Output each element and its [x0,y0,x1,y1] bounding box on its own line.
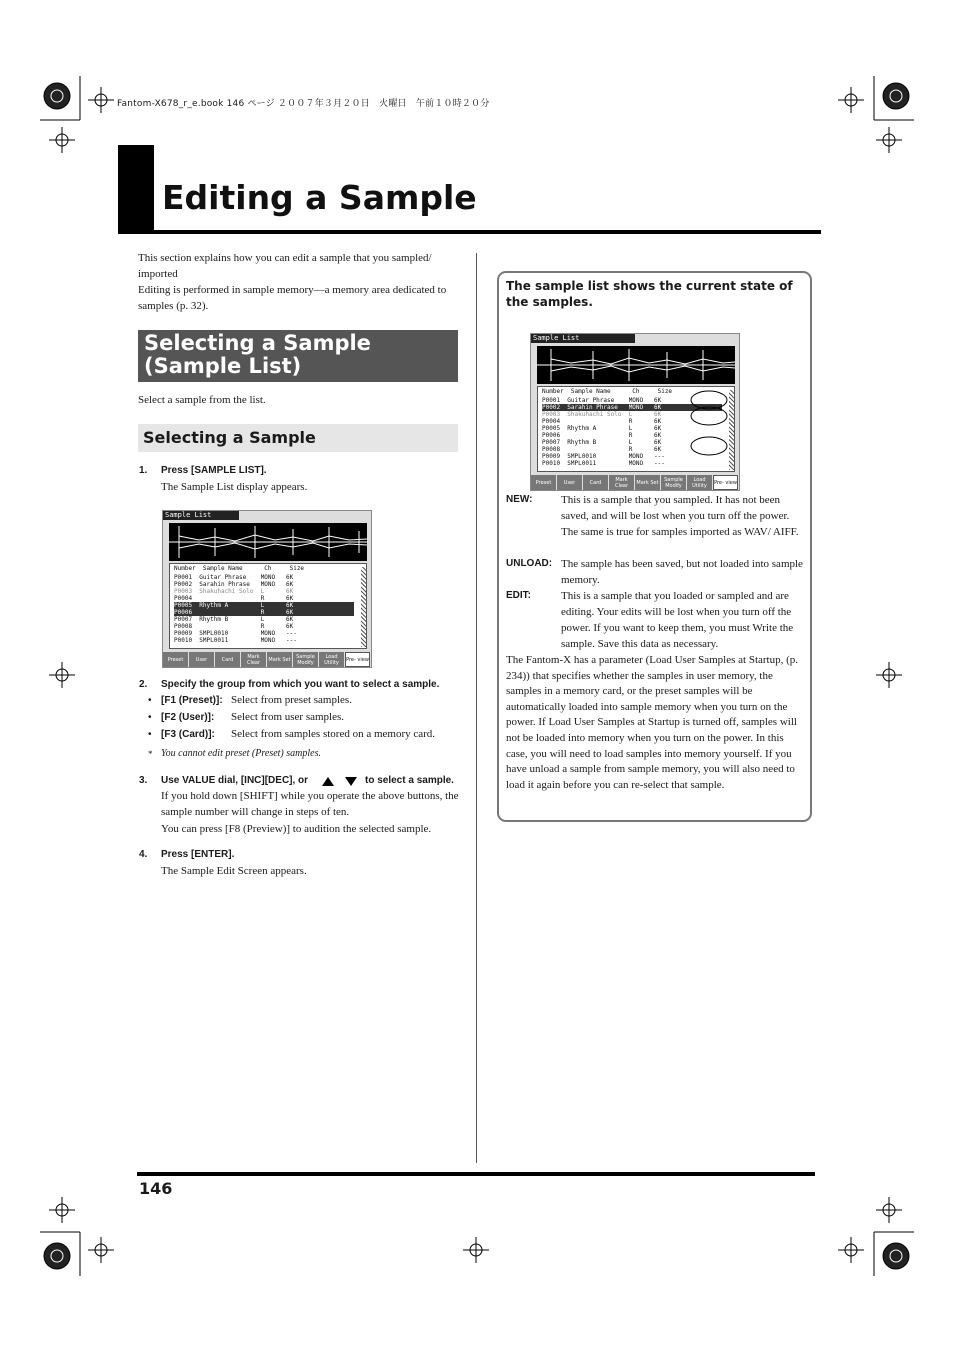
note-heading: The sample list shows the current state of the samples. [506,279,793,309]
step-2-title: Specify the group from which you want to select a sample. [161,679,440,690]
fkey-preset[interactable]: Preset [531,475,556,490]
step-3-text-1: If you hold down [SHIFT] while you operate the above buttons, the sample number will change in steps of ten. [161,790,459,818]
list-item[interactable]: P0004 R 6K [542,418,662,425]
fkey-sample-modify[interactable]: Sample Modify [661,475,686,490]
fkey-card[interactable]: Card [583,475,608,490]
term-unload: UNLOAD: [506,558,553,569]
list-item[interactable]: P0001 Guitar Phrase MONO 6K [174,574,294,581]
subsection-heading: Selecting a Sample [138,424,458,452]
file-header: Fantom-X678_r_e.book 146 ページ ２００７年３月２０日 火曜日 午前１０時２０分 [117,99,490,109]
up-arrow-icon [322,777,334,786]
scrollbar[interactable] [729,390,734,470]
list-item-selected[interactable]: P0002 Sarahin Phrase MONO 6K [542,404,722,411]
fkey-load-utility[interactable]: Load Utility [687,475,712,490]
waveform-display [169,523,367,561]
status-callout-circles [689,390,729,460]
screen-title: Sample List [163,511,239,520]
bullet-text: Select from preset samples. [231,694,352,706]
step-3-text-2: You can press [F8 (Preview)] to audition the selected sample. [161,823,432,835]
fkey-card[interactable]: Card [215,652,240,667]
list-header: Number Sample Name Ch Size [174,565,305,572]
list-item[interactable]: P0002 Sarahin Phrase MONO 6K [174,581,294,588]
fkey-user[interactable]: User [557,475,582,490]
list-item[interactable]: P0008 R 6K [542,446,662,453]
fkey-preset[interactable]: Preset [163,652,188,667]
intro-paragraph-2: Editing is performed in sample memory—a memory area dedicated to samples (p. 32). [138,284,447,312]
fkey-load-utility[interactable]: Load Utility [319,652,344,667]
list-item[interactable]: P0008 R 6K [174,623,294,630]
bullet-key: [F3 (Card)]: [161,729,215,740]
title-rule [118,230,821,234]
list-item[interactable]: P0010 SMPL0011 MONO --- [174,637,297,644]
list-item[interactable]: P0007 Rhythm B L 6K [174,616,294,623]
term-new: NEW: [506,494,533,505]
def-edit: This is a sample that you loaded or sampled and are editing. Your edits will be lost when you turn off the power. If you want to keep them, you must Write the sample. Save this data as necessary. [561,590,794,650]
def-unload: The sample has been saved, but not loaded into sample memory. [561,558,803,586]
step-4-number: 4. [139,849,148,860]
fkey-preview[interactable]: Pre- view [345,652,370,667]
list-header: Number Sample Name Ch Size [542,388,673,395]
fkey-mark-set[interactable]: Mark Set [267,652,292,667]
section-intro: Select a sample from the list. [138,394,266,406]
list-item[interactable]: P0006 R 6K [542,432,662,439]
bullet: • [148,712,152,723]
load-startup-paragraph: The Fantom-X has a parameter (Load User Samples at Startup, (p. 234)) that specifies whether the samples in user memory, the samples in a memory card, or the preset samples will be automatically loaded into sample memory when you turn on the power. If Load User Samples at Startup is turned off, samples will not be loaded into memory when you turn on the power. In this case, you will need to load samples into memory yourself. If you have unload a sample from sample memory, you will also need to load it again before you can re-select that sample. [506,654,799,791]
sample-list[interactable] [169,563,367,649]
fkey-mark-set[interactable]: Mark Set [635,475,660,490]
list-item[interactable]: P0010 SMPL0011 MONO --- [542,460,665,467]
list-item[interactable]: P0003 Shakuhachi Solo L 6K [174,588,294,595]
step-1-text: The Sample List display appears. [161,481,308,493]
step-2-number: 2. [139,679,148,690]
sample-list-screen [162,510,372,668]
list-item[interactable]: P0007 Rhythm B L 6K [542,439,662,446]
bullet-key: [F2 (User)]: [161,712,215,723]
bullet-text: Select from samples stored on a memory card. [231,728,436,740]
sample-list-screen-annotated [530,333,740,491]
def-new: This is a sample that you sampled. It has not been saved, and will be lost when you turn off the power. The same is true for samples imported as WAV/ AIFF. [561,494,799,538]
bullet-text: Select from user samples. [231,711,345,723]
waveform-display [537,346,735,384]
page-number: 146 [139,1179,173,1198]
step-3-title-end: to select a sample. [365,775,454,786]
step-4-text: The Sample Edit Screen appears. [161,865,307,877]
list-item[interactable]: P0009 SMPL0010 MONO --- [542,453,665,460]
page-title: Editing a Sample [162,178,477,217]
note-mark: * [148,749,153,759]
footer-rule [137,1172,815,1176]
list-item[interactable]: P0005 Rhythm A L 6K [542,425,662,432]
down-arrow-icon [345,777,357,786]
intro-paragraph-1: This section explains how you can edit a sample that you sampled/ imported [138,252,432,280]
section-heading: Selecting a Sample (Sample List) [138,330,458,382]
column-divider [476,253,477,1163]
fkey-user[interactable]: User [189,652,214,667]
bullet: • [148,695,152,706]
step-3-title-start: Use VALUE dial, [INC][DEC], or [161,775,309,786]
list-item[interactable]: P0009 SMPL0010 MONO --- [174,630,297,637]
list-item[interactable]: P0003 Shakuhachi Solo L 6K [542,411,662,418]
fkey-mark-clear[interactable]: Mark Clear [609,475,634,490]
term-edit: EDIT: [506,590,531,601]
bullet-key: [F1 (Preset)]: [161,695,223,706]
step-1-title: Press [SAMPLE LIST]. [161,465,267,476]
fkey-preview[interactable]: Pre- view [713,475,738,490]
scrollbar[interactable] [361,567,366,647]
list-item[interactable]: P0001 Guitar Phrase MONO 6K [542,397,662,404]
list-item-selected[interactable]: P0005 Rhythm A L 6K [174,602,354,609]
screen-title: Sample List [531,334,635,343]
title-block [118,145,154,233]
step-3-number: 3. [139,775,148,786]
list-item[interactable]: P0004 R 6K [174,595,294,602]
fkey-mark-clear[interactable]: Mark Clear [241,652,266,667]
preset-note: You cannot edit preset (Preset) samples. [161,748,321,759]
step-4-title: Press [ENTER]. [161,849,235,860]
function-keys [531,475,738,490]
function-keys [163,652,370,667]
bullet: • [148,729,152,740]
fkey-sample-modify[interactable]: Sample Modify [293,652,318,667]
step-1-number: 1. [139,465,148,476]
list-item-selected[interactable]: P0006 R 6K [174,609,354,616]
